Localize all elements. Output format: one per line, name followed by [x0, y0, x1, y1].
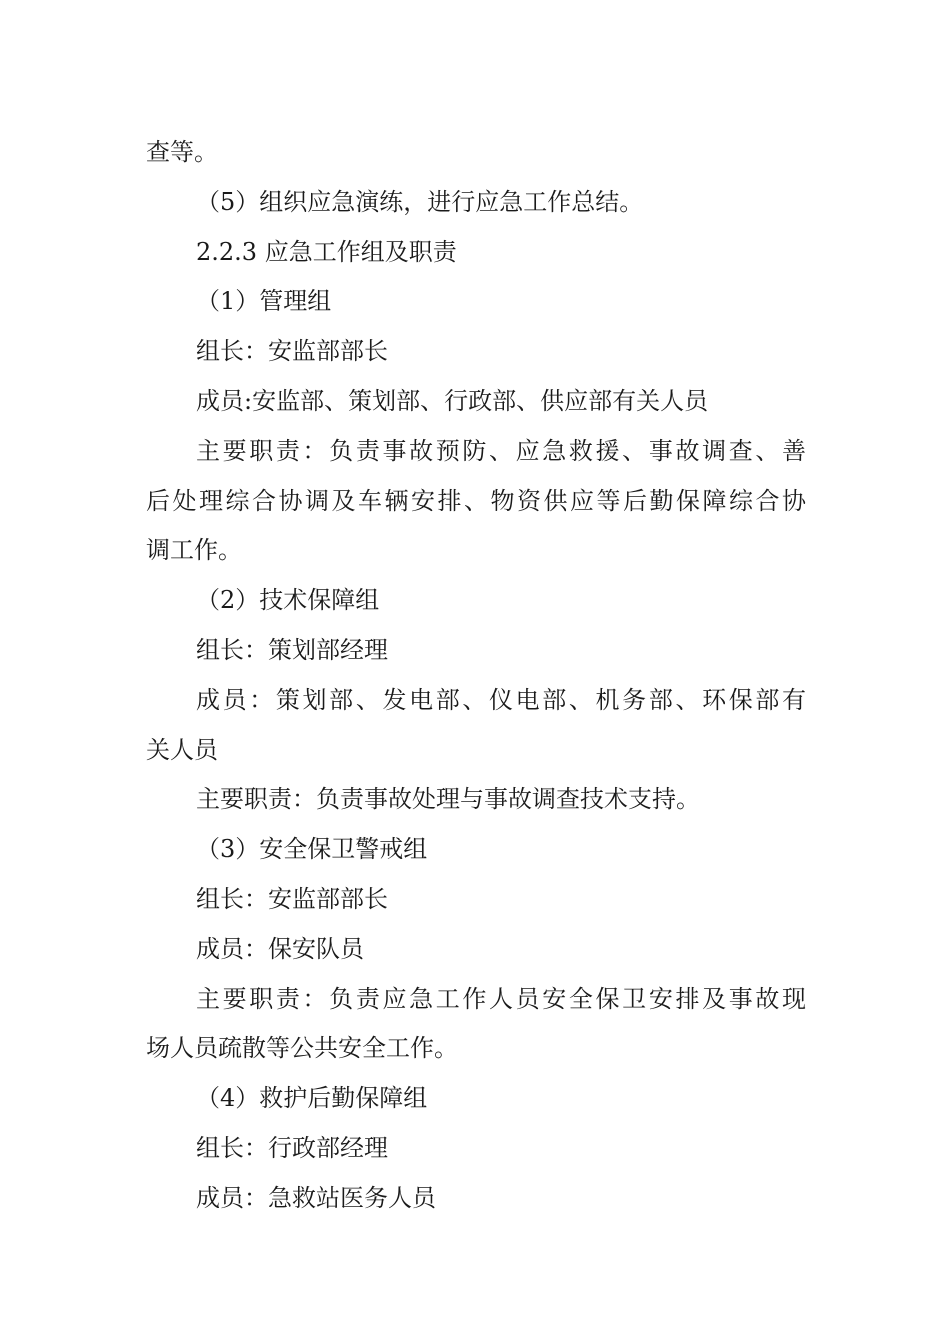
group-heading: （1）管理组 — [196, 287, 332, 316]
section-heading: 2.2.3 应急工作组及职责 — [196, 237, 457, 266]
paragraph-line: 查等。 — [146, 138, 218, 166]
paragraph-line: 关人员 — [146, 735, 218, 764]
paragraph-line: 主要职责：负责事故处理与事故调查技术支持。 — [196, 785, 700, 814]
paragraph-line: （5）组织应急演练，进行应急工作总结。 — [196, 187, 644, 216]
group-heading: （2）技术保障组 — [196, 586, 380, 615]
paragraph-line: 组长：安监部部长 — [196, 337, 388, 366]
document-body — [146, 128, 806, 1224]
paragraph-line: 后处理综合协调及车辆安排、物资供应等后勤保障综合协 — [146, 486, 806, 515]
paragraph-line: 成员：策划部、发电部、仪电部、机务部、环保部有 — [196, 685, 806, 714]
paragraph-line: 主要职责：负责应急工作人员安全保卫安排及事故现 — [196, 984, 806, 1013]
paragraph-line: 主要职责：负责事故预防、应急救援、事故调查、善 — [196, 436, 806, 465]
group-heading: （3）安全保卫警戒组 — [196, 835, 428, 864]
paragraph-line: 场人员疏散等公共安全工作。 — [146, 1034, 458, 1063]
paragraph-line: 成员：急救站医务人员 — [196, 1183, 436, 1212]
paragraph-line: 组长：安监部部长 — [196, 884, 388, 913]
paragraph-line: 组长：策划部经理 — [196, 635, 388, 664]
paragraph-line: 调工作。 — [146, 536, 242, 565]
paragraph-line: 组长：行政部经理 — [196, 1133, 388, 1162]
paragraph-line: 成员：保安队员 — [196, 934, 364, 963]
paragraph-line: 成员:安监部、策划部、行政部、供应部有关人员 — [196, 386, 709, 415]
group-heading: （4）救护后勤保障组 — [196, 1084, 428, 1113]
